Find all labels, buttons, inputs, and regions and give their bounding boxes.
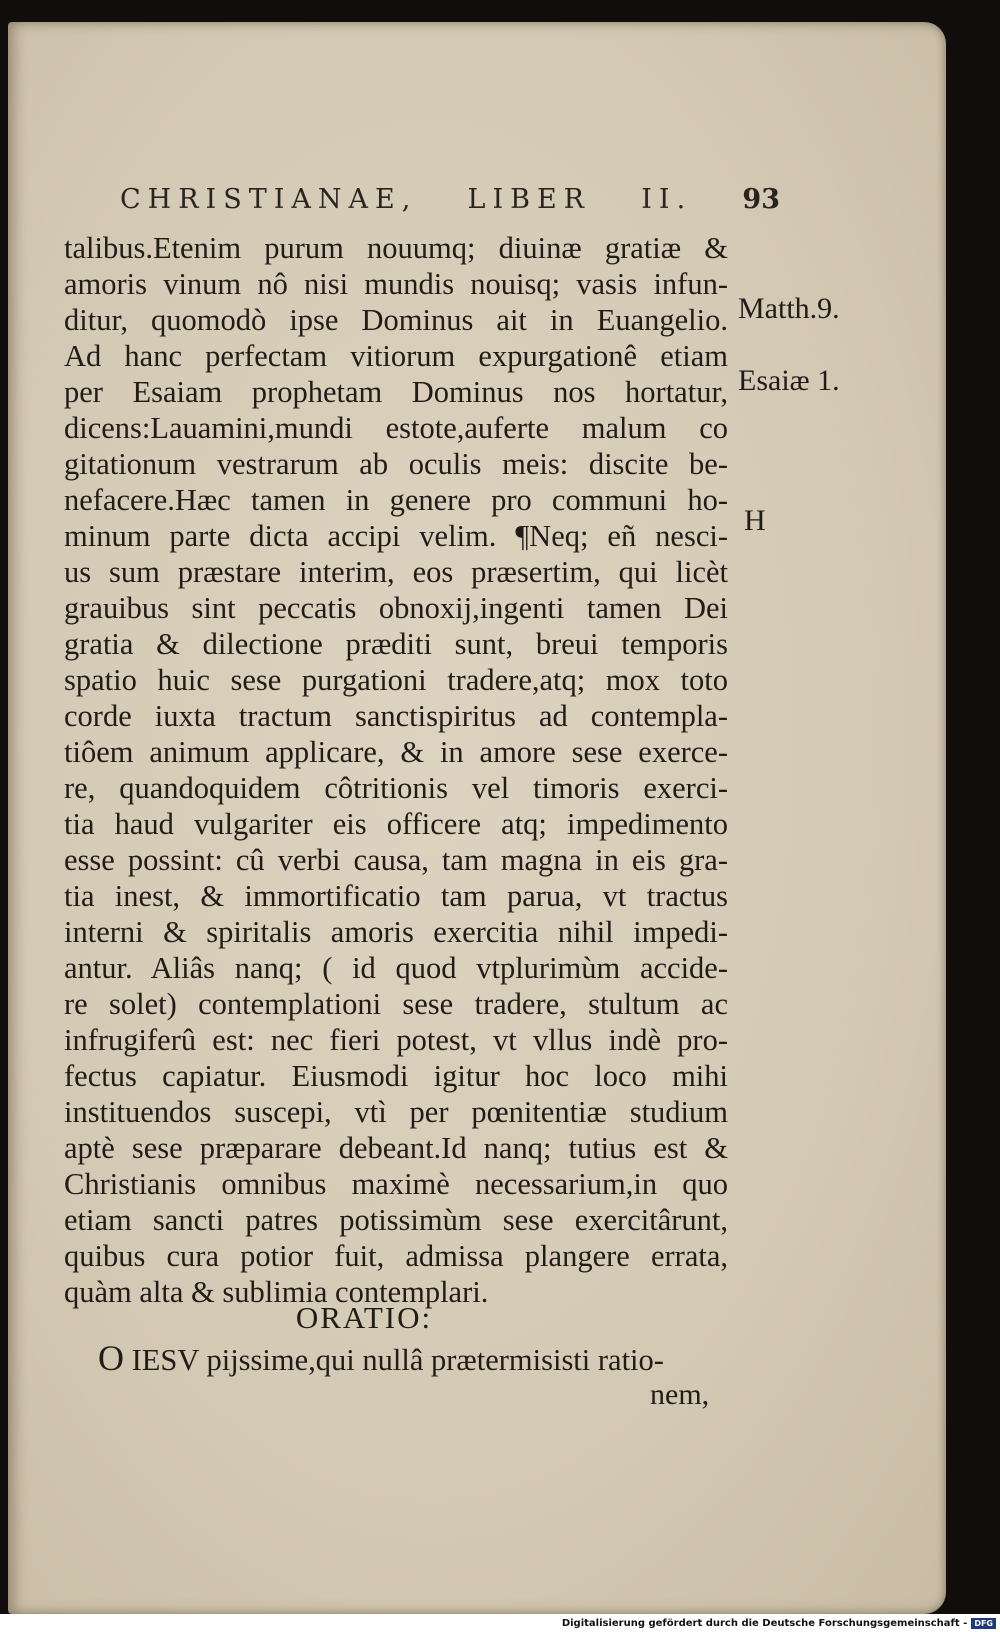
running-head-book-number: II. <box>641 184 693 215</box>
text-line: nefacere.Hæc tamen in genere pro communi ho- <box>64 483 728 517</box>
running-head-book: LIBER <box>467 184 592 215</box>
prayer-text <box>98 1340 728 1378</box>
text-line: us sum præstare interim, eos præsertim, qui licèt <box>64 555 728 589</box>
body-text <box>64 230 728 1310</box>
text-line: etiam sancti patres potissimùm sese exercitârunt, <box>64 1203 728 1237</box>
catchword: nem, <box>650 1378 710 1411</box>
text-line: ditur, quomodò ipse Dominus ait in Euangelio. <box>64 303 728 337</box>
text-line: dicens:Lauamini,mundi estote,auferte malum co <box>64 411 728 445</box>
text-line: gitationum vestrarum ab oculis meis: discite be- <box>64 447 728 481</box>
text-line: talibus.Etenim purum nouumq; diuinæ gratiæ & <box>64 231 728 265</box>
text-line: antur. Aliâs nanq; ( id quod vtplurimùm accide- <box>64 951 728 985</box>
text-line: aptè sese præparare debeant.Id nanq; tutius est & <box>64 1131 728 1165</box>
text-line: infrugiferû est: nec fieri potest, vt vllus indè pro- <box>64 1023 728 1057</box>
text-line: minum parte dicta accipi velim. ¶Neq; eñ nesci- <box>64 519 728 553</box>
footer-credit: Digitalisierung gefördert durch die Deutsche Forschungsgemeinschaft - <box>561 1617 968 1629</box>
text-line: instituendos suscepi, vtì per pœnitentiæ studium <box>64 1095 728 1129</box>
text-line: interni & spiritalis amoris exercitia nihil impedi- <box>64 915 728 949</box>
text-line: corde iuxta tractum sanctispiritus ad contempla- <box>64 699 728 733</box>
marginal-note-matthew: Matth.9. <box>738 292 840 325</box>
text-line: per Esaiam prophetam Dominus nos hortatur, <box>64 375 728 409</box>
running-head-title: CHRISTIANAE, <box>120 184 418 215</box>
section-signature: H <box>744 504 766 537</box>
text-line: quibus cura potior fuit, admissa plangere errata, <box>64 1239 728 1273</box>
book-page <box>8 22 946 1614</box>
text-line: gratia & dilectione præditi sunt, breui temporis <box>64 627 728 661</box>
text-line: tiôem animum applicare, & in amore sese exerce- <box>64 735 728 769</box>
digitization-footer <box>0 1614 1000 1632</box>
text-line: esse possint: cû verbi causa, tam magna in eis gra- <box>64 843 728 877</box>
oratio-heading: ORATIO: <box>295 1300 433 1335</box>
running-head <box>120 184 780 215</box>
text-line: tia haud vulgariter eis officere atq; impedimento <box>64 807 728 841</box>
text-line: quàm alta & sublimia contemplari. <box>64 1275 489 1309</box>
text-line: fectus capiatur. Eiusmodi igitur hoc loco mihi <box>64 1059 728 1093</box>
text-line: amoris vinum nô nisi mundis nouisq; vasis infun- <box>64 267 728 301</box>
text-line: tia inest, & immortificatio tam parua, vt tractus <box>64 879 728 913</box>
dfg-logo-icon: DFG <box>971 1618 996 1629</box>
text-line: re, quandoquidem côtritionis vel timoris exerci- <box>64 771 728 805</box>
folio-number: 93 <box>742 184 780 215</box>
text-line: re solet) contemplationi sese tradere, stultum ac <box>64 987 728 1021</box>
text-line: Ad hanc perfectam vitiorum expurgationê etiam <box>64 339 728 373</box>
initial-letter: O <box>98 1338 124 1378</box>
text-line: Christianis omnibus maximè necessarium,in quo <box>64 1167 728 1201</box>
prayer-first-line <box>98 1340 728 1378</box>
prayer-line-text: IESV pijssime,qui nullâ prætermisisti ratio- <box>124 1343 664 1377</box>
text-line: grauibus sint peccatis obnoxij,ingenti tamen Dei <box>64 591 728 625</box>
marginal-note-isaiah: Esaiæ 1. <box>738 364 840 397</box>
text-line: spatio huic sese purgationi tradere,atq; mox toto <box>64 663 728 697</box>
